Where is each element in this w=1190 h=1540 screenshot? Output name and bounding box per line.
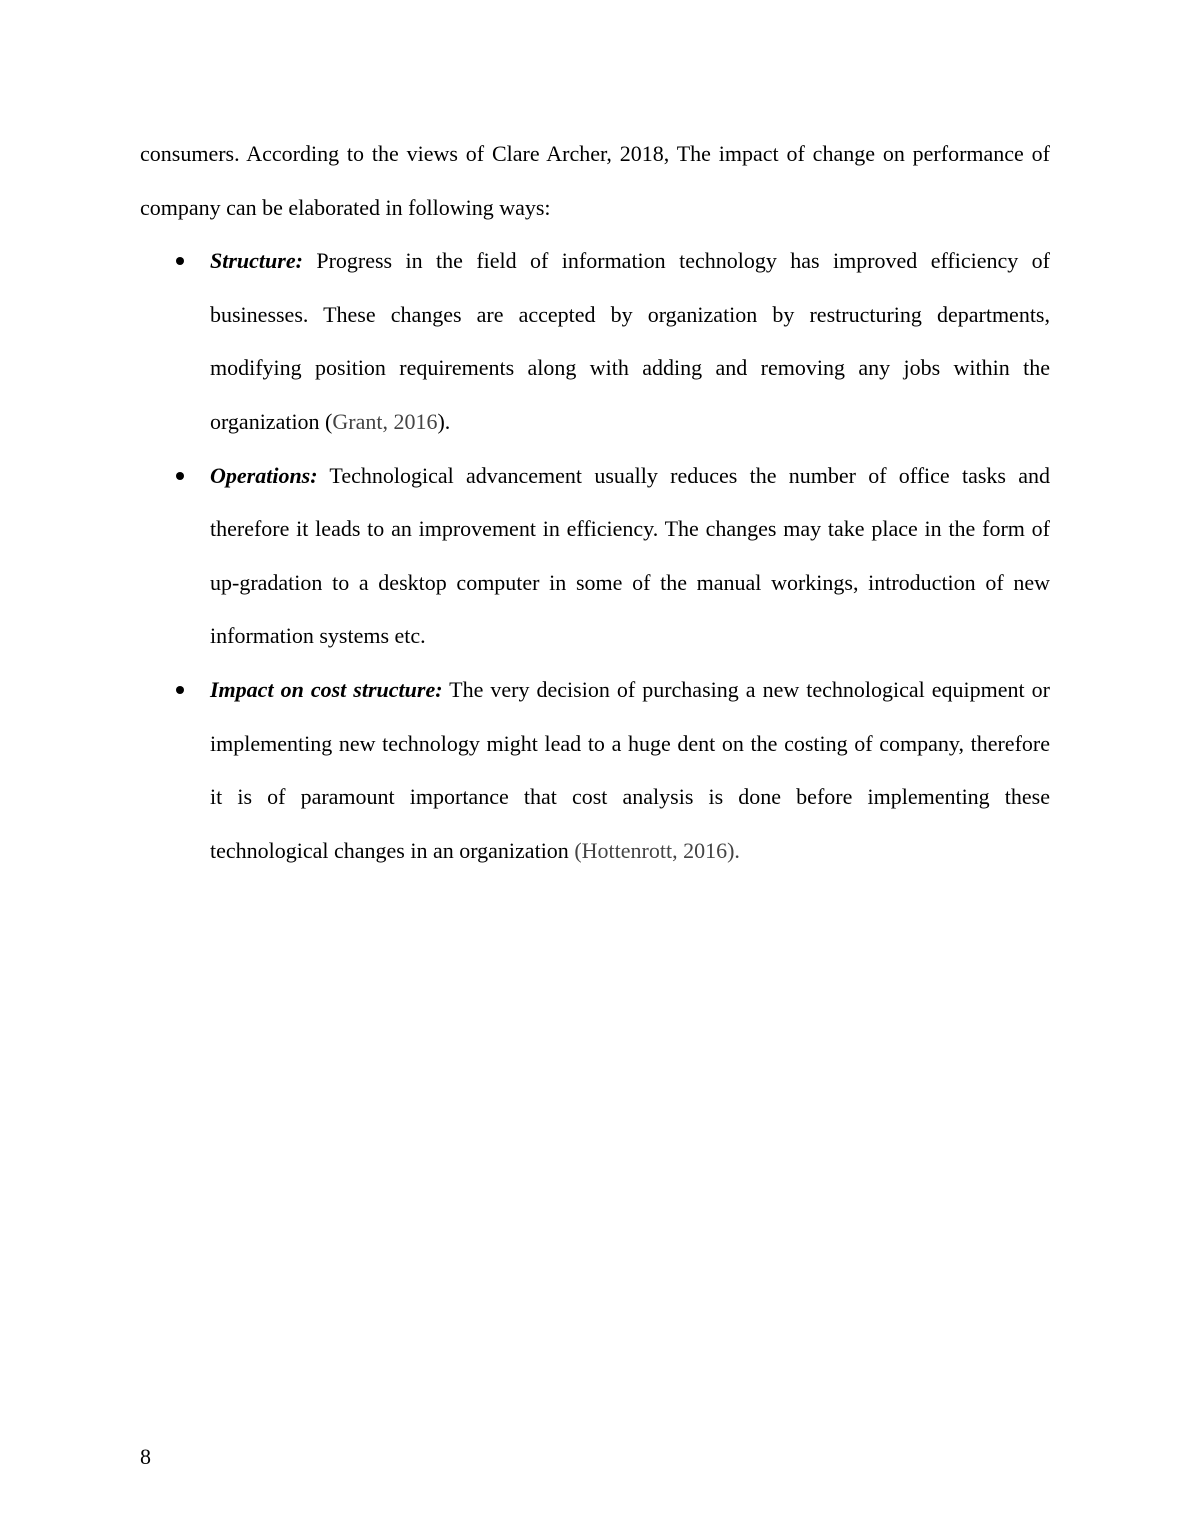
bullet-term: Structure: [210, 248, 303, 274]
bullet-list [140, 234, 1050, 877]
body-text [140, 127, 1050, 877]
bullet-icon [176, 686, 184, 694]
page-number: 8 [140, 1444, 151, 1469]
bullet-text: The very decision of purchasing a new technological equipment or implementing new technology might lead to a huge dent on the costing of company, therefore it is of paramount importance that cost analysis is done before implementing these technological changes in an organization [210, 676, 1050, 863]
bullet-icon [176, 472, 184, 480]
citation: (Hottenrott, 2016). [574, 837, 740, 863]
bullet-item-structure [140, 234, 1050, 448]
bullet-item-cost-structure [140, 663, 1050, 877]
citation: Grant, 2016 [332, 408, 438, 434]
bullet-item-operations [140, 449, 1050, 663]
bullet-text-end: ). [437, 408, 451, 434]
intro-paragraph: consumers. According to the views of Clare Archer, 2018, The impact of change on performance of company can be elaborated in following ways: [140, 141, 1050, 220]
bullet-icon [176, 257, 184, 265]
bullet-text: Progress in the field of information technology has improved efficiency of businesses. These changes are accepted by organization by restructuring departments, modifying position requirements along with adding and removing any jobs within the organization ( [210, 248, 1050, 434]
bullet-text: Technological advancement usually reduces the number of office tasks and therefore it leads to an improvement in efficiency. The changes may take place in the form of up-gradation to a desktop computer in some of the manual workings, introduction of new information systems etc. [210, 462, 1050, 649]
bullet-term: Impact on cost structure: [210, 676, 443, 702]
bullet-term: Operations: [210, 462, 318, 488]
